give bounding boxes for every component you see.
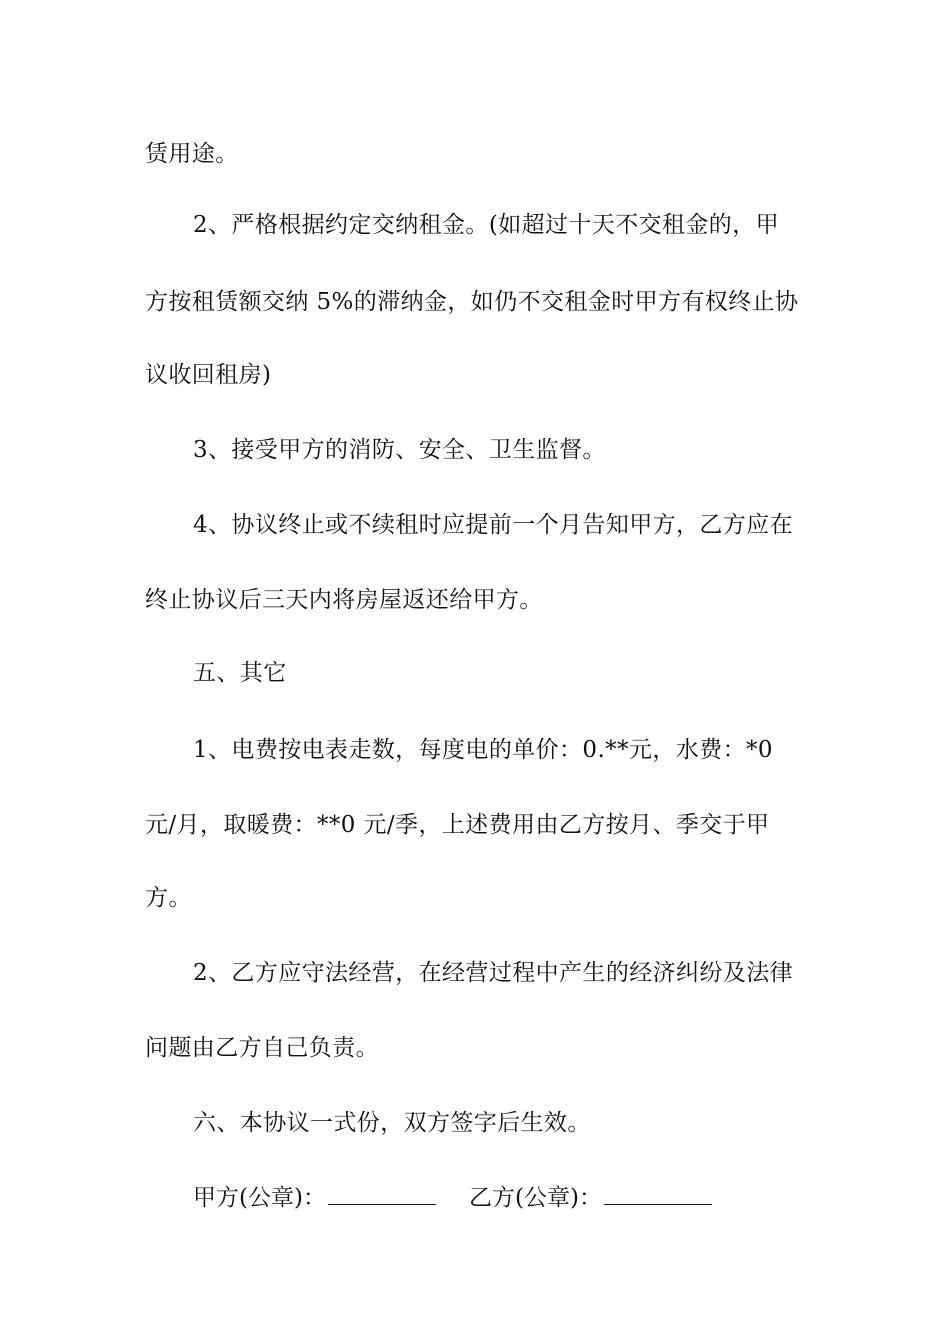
paragraph-line-5: 3、接受甲方的消防、安全、卫生监督。	[193, 437, 606, 463]
section-heading-other: 五、其它	[193, 660, 287, 686]
party-a-signature-blank	[328, 1178, 436, 1205]
party-a-label: 甲方(公章)：	[193, 1185, 326, 1211]
paragraph-line-3: 方按租赁额交纳 5%的滞纳金，如仍不交租金时甲方有权终止协	[145, 289, 799, 315]
paragraph-line-4: 议收回租房)	[145, 362, 272, 388]
party-a-signature	[193, 1178, 436, 1218]
paragraph-line-9: 1、电费按电表走数，每度电的单价：0.**元，水费：*0	[193, 737, 773, 763]
paragraph-line-12: 2、乙方应守法经营，在经营过程中产生的经济纠纷及法律	[193, 960, 794, 986]
party-b-signature-blank	[604, 1178, 712, 1205]
party-b-signature	[469, 1178, 712, 1218]
paragraph-line-11: 方。	[145, 885, 192, 911]
party-b-label: 乙方(公章)：	[469, 1185, 602, 1211]
paragraph-line-1: 赁用途。	[145, 141, 239, 167]
paragraph-line-13: 问题由乙方自己负责。	[145, 1035, 379, 1061]
paragraph-line-2: 2、严格根据约定交纳租金。(如超过十天不交租金的，甲	[193, 212, 780, 238]
paragraph-line-6: 4、协议终止或不续租时应提前一个月告知甲方，乙方应在	[193, 512, 794, 538]
paragraph-line-10: 元/月，取暖费：**0 元/季，上述费用由乙方按月、季交于甲	[145, 812, 770, 838]
paragraph-line-7: 终止协议后三天内将房屋返还给甲方。	[145, 587, 543, 613]
section-heading-effect: 六、本协议一式份，双方签字后生效。	[193, 1110, 591, 1136]
